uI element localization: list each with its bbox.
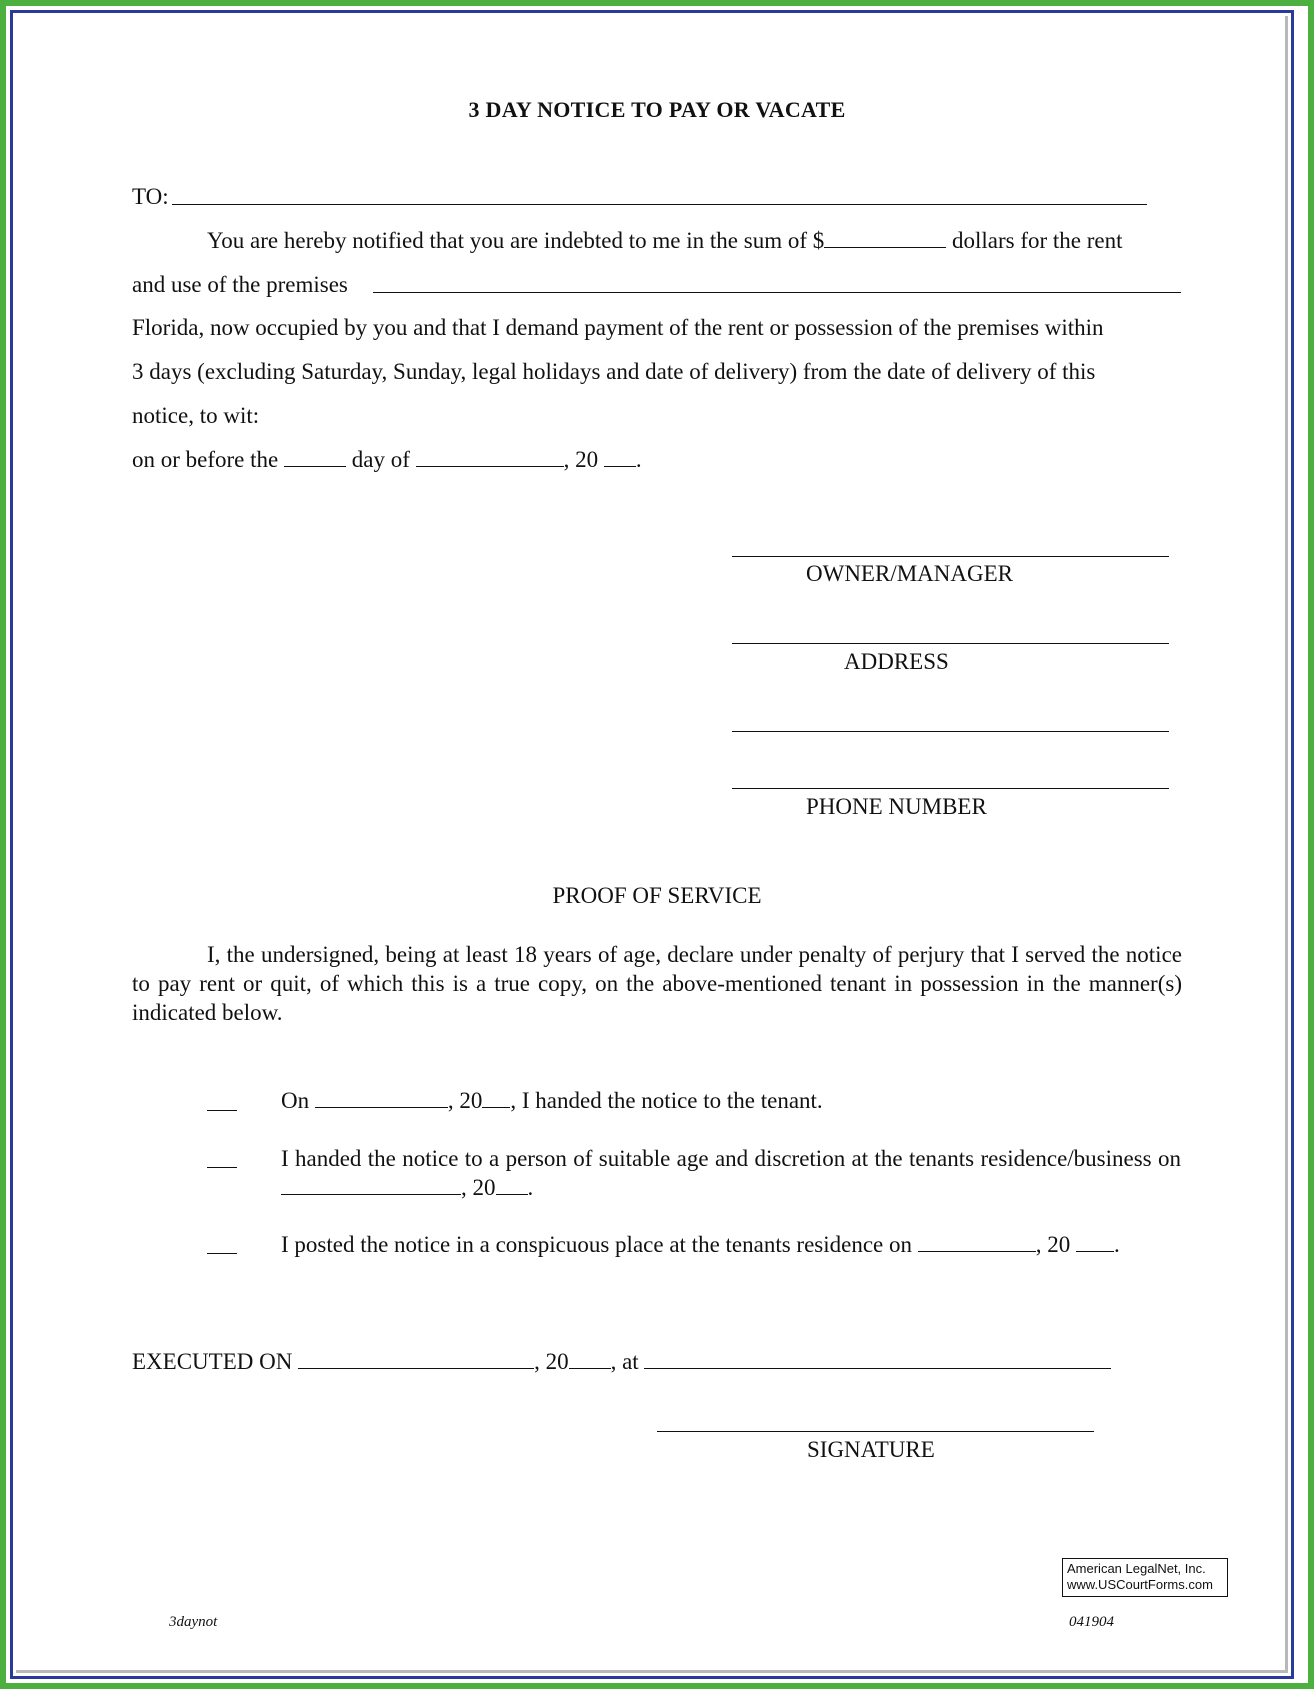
executed-on-line <box>132 1348 1111 1376</box>
notice-line-1-text: You are hereby notified that you are indebted to me in the sum of $ <box>207 228 825 253</box>
option-1-text <box>281 1087 823 1115</box>
year-prefix-text: , 20 <box>563 447 599 472</box>
day-of-text: day of <box>351 447 410 472</box>
signature-line[interactable] <box>657 1431 1094 1432</box>
option-3-text <box>281 1231 1120 1259</box>
option-1-end-text: , I handed the notice to the tenant. <box>510 1088 823 1113</box>
executed-year-prefix: , 20 <box>534 1349 569 1374</box>
option-1-year-prefix: , 20 <box>447 1088 483 1113</box>
executed-at-label: , at <box>610 1349 639 1374</box>
notice-line-6 <box>132 446 642 474</box>
option-1-on-text: On <box>281 1088 310 1113</box>
phone-number-label: PHONE NUMBER <box>806 794 987 819</box>
amount-field[interactable] <box>824 229 946 248</box>
publisher-box <box>1062 1558 1228 1597</box>
executed-date-field[interactable] <box>298 1350 534 1369</box>
owner-manager-label: OWNER/MANAGER <box>806 561 1013 586</box>
day-field[interactable] <box>284 448 346 467</box>
page-shadow <box>16 16 1288 1673</box>
on-or-before-text: on or before the <box>132 447 279 472</box>
option-2-body-text: I handed the notice to a person of suitable age and discretion at the tenants residence/business on <box>281 1146 1181 1171</box>
period-text: . <box>635 447 642 472</box>
publisher-website: www.USCourtForms.com <box>1067 1577 1213 1592</box>
signature-label: SIGNATURE <box>807 1437 935 1462</box>
notice-line-5: notice, to wit: <box>132 403 260 428</box>
premises-field[interactable] <box>373 292 1181 293</box>
publisher-name: American LegalNet, Inc. <box>1067 1561 1206 1576</box>
option-2-checkbox[interactable] <box>207 1167 237 1168</box>
notice-line-1 <box>207 227 1123 255</box>
address-line[interactable] <box>732 643 1169 644</box>
year-field[interactable] <box>604 448 636 467</box>
notice-line-1-end: dollars for the rent <box>946 228 1123 253</box>
proof-of-service-heading: PROOF OF SERVICE <box>552 883 762 908</box>
to-field[interactable] <box>172 204 1147 205</box>
address-label: ADDRESS <box>844 649 949 674</box>
option-3-end-text: . <box>1114 1232 1120 1257</box>
option-1-date-field[interactable] <box>315 1089 448 1108</box>
option-3-year-prefix: , 20 <box>1035 1232 1071 1257</box>
option-2-end-text: . <box>527 1175 534 1200</box>
notice-line-4: 3 days (excluding Saturday, Sunday, legal holidays and date of delivery) from the date of delivery of this <box>132 359 1096 384</box>
option-1-checkbox[interactable] <box>207 1110 237 1111</box>
proof-paragraph <box>132 940 1182 1027</box>
option-2-text <box>281 1144 1181 1202</box>
owner-manager-signature-line[interactable] <box>732 556 1169 557</box>
phone-number-line[interactable] <box>732 788 1169 789</box>
form-number: 041904 <box>1069 1614 1114 1630</box>
option-2-year-prefix: , 20 <box>461 1175 496 1200</box>
form-code: 3daynot <box>169 1614 218 1630</box>
month-field[interactable] <box>416 448 564 467</box>
option-1-year-field[interactable] <box>482 1089 510 1108</box>
address-line-2[interactable] <box>732 731 1169 732</box>
to-label: TO: <box>132 184 169 209</box>
notice-line-3: Florida, now occupied by you and that I demand payment of the rent or possession of the premises within <box>132 315 1104 340</box>
option-3-date-field[interactable] <box>918 1233 1036 1252</box>
document-title: 3 DAY NOTICE TO PAY OR VACATE <box>468 97 846 122</box>
option-2-date-field[interactable] <box>281 1176 461 1195</box>
executed-year-field[interactable] <box>569 1350 611 1369</box>
option-2-year-field[interactable] <box>496 1176 528 1195</box>
proof-paragraph-text: I, the undersigned, being at least 18 years of age, declare under penalty of perjury that I served the notice to pay rent or quit, of which this is a true copy, on the above-mentioned tenant in possession in the manner(s) indicated below. <box>132 942 1182 1025</box>
option-3-year-field[interactable] <box>1076 1233 1114 1252</box>
executed-location-field[interactable] <box>644 1350 1111 1369</box>
notice-line-2: and use of the premises <box>132 272 348 297</box>
option-3-checkbox[interactable] <box>207 1253 237 1254</box>
option-3-body-text: I posted the notice in a conspicuous place at the tenants residence on <box>281 1232 913 1257</box>
executed-on-label: EXECUTED ON <box>132 1349 293 1374</box>
